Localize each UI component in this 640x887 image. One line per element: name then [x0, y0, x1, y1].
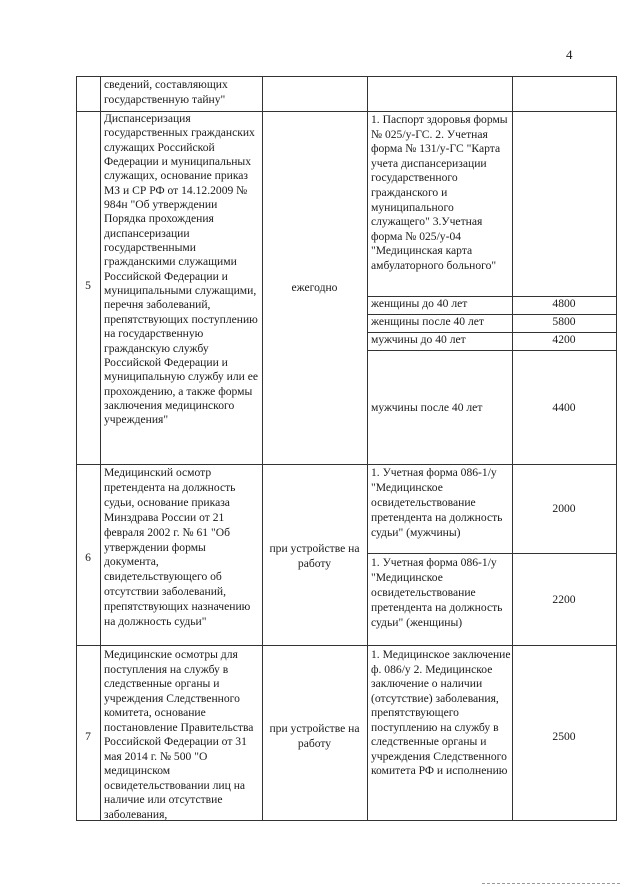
table-top-border: [76, 76, 616, 77]
row-divider: [76, 464, 616, 465]
col-border: [616, 76, 617, 821]
row-divider: [76, 645, 616, 646]
row-5-description: Диспансеризация государственных гражданских служащих Российской Федерации и муниципальных служащих, основание приказ МЗ и СР РФ от 14.12.2009 № 984н "Об утверждении Порядка прохождения диспансеризации государственными гражданскими служащими Российской Федерации и муниципальными служащими, перечня заболеваний, препятствующих поступлению на государственную гражданскую службу Российской Федерации и муниципальную службу или ее прохождению, а также формы заключения медицинского учреждения": [104, 112, 259, 427]
row-7-documents: 1. Медицинское заключение ф. 086/у 2. Медицинское заключение о наличии (отсутствие) заболевания, препятствующего поступлению на службу в следственные органы и учреждения Следственного комитета РФ и исполнению: [371, 648, 511, 777]
row-6-number: 6: [85, 551, 91, 564]
row-5-price-label: женщины до 40 лет: [371, 297, 468, 310]
row-5-price-value: 4400: [552, 401, 576, 414]
row-5-price-label: женщины после 40 лет: [371, 315, 484, 328]
row-6-description: Медицинский осмотр претендента на должность судьи, основание приказа Минздрава России от 21 февраля 2002 г. № 61 "Об утверждении формы документа, свидетельствующего об отсутствии заболеваний, препятствующих назначению на должность судьи": [104, 466, 251, 629]
col-border: [262, 76, 263, 821]
row-5-documents: 1. Паспорт здоровья формы № 025/у-ГС. 2. Учетная форма № 131/у-ГС "Карта учета диспансеризации государственного гражданского и муниципального служащего" 3.Учетная форма № 025/у-04 "Медицинская карта амбулаторного больного": [371, 113, 508, 272]
subrow-divider: [367, 350, 616, 351]
row-5-price-value: 4200: [552, 333, 576, 346]
row-7-value: 2500: [552, 730, 576, 743]
page-number: 4: [566, 47, 573, 62]
row-5-price-value: 5800: [552, 315, 576, 328]
subrow-divider: [367, 553, 616, 554]
row-5-price-label: мужчины до 40 лет: [371, 333, 466, 346]
row-7-description: Медицинские осмотры для поступления на службу в следственные органы и учреждения Следственного комитета, основание постановление Правительства Российской Федерации от 31 мая 2014 г. № 500 "О медицинском освидетельствовании лиц на наличие или отсутствие заболевания,: [104, 648, 254, 821]
row-5-price-value: 4800: [552, 297, 576, 310]
footer-dashed-line: [482, 883, 620, 885]
col-border: [100, 76, 101, 821]
row-6-value: 2200: [552, 593, 576, 606]
row-6-value: 2000: [552, 502, 576, 515]
col-border: [512, 76, 513, 821]
row-7-number: 7: [85, 730, 91, 743]
row-6-document: 1. Учетная форма 086-1/у "Медицинское освидетельствование претендента на должность судьи" (женщины): [371, 556, 503, 629]
row-7-periodicity: при устройстве на работу: [269, 722, 360, 750]
row-6-document: 1. Учетная форма 086-1/у "Медицинское освидетельствование претендента на должность судьи" (мужчины): [371, 466, 503, 539]
row-5-number: 5: [85, 279, 91, 292]
row-5-periodicity: ежегодно: [291, 281, 338, 294]
row-continuation-description: сведений, составляющих государственную тайну": [104, 78, 228, 106]
col-border: [76, 76, 77, 821]
col-border: [367, 76, 368, 821]
row-6-periodicity: при устройстве на работу: [269, 542, 360, 570]
row-5-price-label: мужчины после 40 лет: [371, 401, 483, 414]
